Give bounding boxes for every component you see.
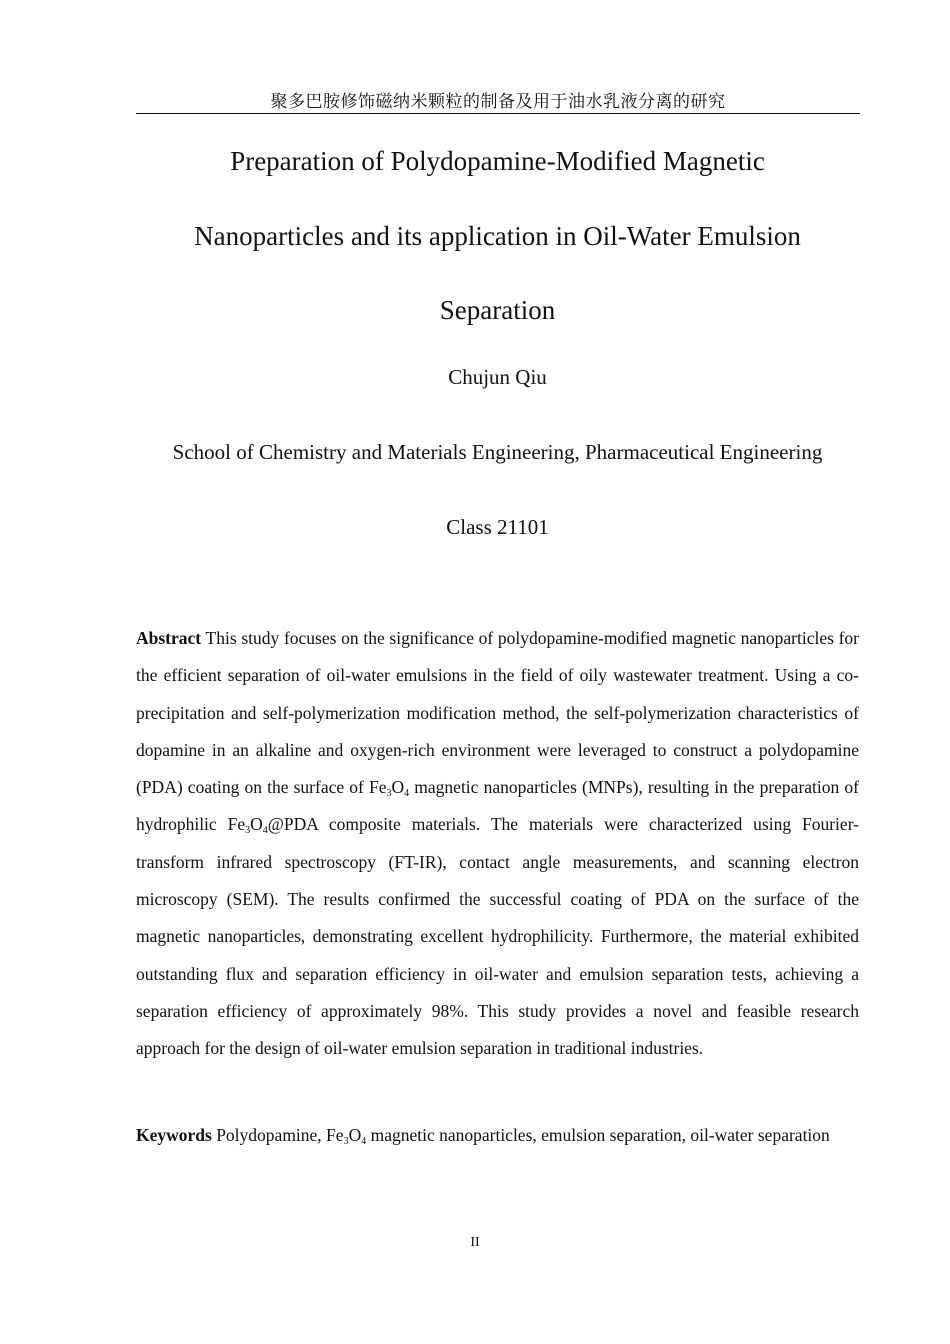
abstract-paragraph xyxy=(136,620,859,1068)
abstract-label: Abstract xyxy=(136,628,202,648)
keywords-label: Keywords xyxy=(136,1125,212,1145)
author-name: Chujun Qiu xyxy=(448,365,547,389)
abstract-text: magnetic nanoparticles (MNPs), resulting in the preparation of hydrophilic Fe xyxy=(136,777,859,835)
title-line-1: Preparation of Polydopamine-Modified Magnetic xyxy=(230,146,765,176)
title-line-3: Separation xyxy=(439,295,556,325)
keywords-text: O xyxy=(348,1125,362,1145)
keywords-paragraph xyxy=(136,1117,859,1154)
affiliation: School of Chemistry and Materials Engineering, Pharmaceutical Engineering xyxy=(172,440,823,464)
abstract-text: @PDA composite materials. The materials were characterized using Fourier-transform infrared spectroscopy (FT-IR), contact angle measurements, and scanning electron microscopy (SEM). The results confirmed the successful coating of PDA on the surface of the magnetic nanoparticles, demonstrating excellent hydrophilicity. Furthermore, the material exhibited outstanding flux and separation efficiency in oil-water and emulsion separation tests, achieving a separation efficiency of approximately 98%. This study provides a novel and feasible research approach for the design of oil-water emulsion separation in traditional industries. xyxy=(136,814,859,1059)
abstract-text: O xyxy=(250,814,263,835)
keywords-text: Polydopamine, Fe xyxy=(216,1125,344,1145)
running-header: 聚多巴胺修饰磁纳米颗粒的制备及用于油水乳液分离的研究 xyxy=(136,91,860,114)
subscript: 3 xyxy=(386,788,392,800)
abstract-text: This study focuses on the significance of polydopamine-modified magnetic nanoparticles for the efficient separation of oil-water emulsions in the field of oily wastewater treatment. Using a co-precipitation and self-polymerization modification method, the self-polymerization characteristics of dopamine in an alkaline and oxygen-rich environment were leveraged to construct a polydopamine (PDA) coating on the surface of Fe xyxy=(136,628,860,798)
subscript: 4 xyxy=(404,788,410,800)
subscript: 3 xyxy=(245,825,251,837)
abstract-text: O xyxy=(391,777,405,798)
title-line-2: Nanoparticles and its application in Oil-Water Emulsion xyxy=(194,221,801,251)
class-info: Class 21101 xyxy=(446,515,549,539)
keywords-text: magnetic nanoparticles, emulsion separation, oil-water separation xyxy=(366,1125,830,1145)
page-number: II xyxy=(470,1235,480,1250)
subscript: 4 xyxy=(262,825,268,837)
subscript: 4 xyxy=(361,1136,367,1147)
subscript: 3 xyxy=(343,1136,349,1147)
